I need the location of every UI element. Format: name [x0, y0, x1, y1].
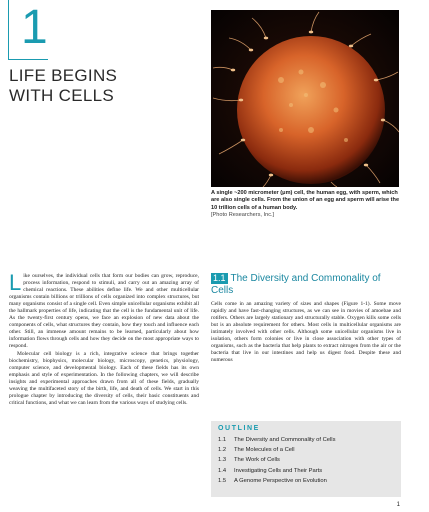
caption-text: A single ~200 micrometer (μm) cell, the human egg, with sperm, which are also single cells. From the union of an egg and sperm will arise the 10 trillion cells of a human body.	[211, 190, 400, 211]
caption-credit: [Photo Researchers, Inc.]	[211, 212, 275, 219]
drop-cap: L	[9, 270, 22, 295]
outline-item-number: 1.1	[218, 437, 227, 443]
outline-item-number: 1.5	[218, 477, 227, 484]
outline-title: OUTLINE	[218, 425, 260, 432]
chapter-outline-box	[211, 421, 401, 497]
outline-item-label: The Work of Cells	[234, 457, 280, 464]
outline-item	[218, 476, 394, 486]
chapter-title-line2: WITH CELLS	[9, 86, 115, 105]
outline-item-number: 1.2	[218, 447, 227, 454]
intro-paragraph-1-text: ike ourselves, the individual cells that form our bodies can grow, reproduce, process information, respond to stimuli, and carry out an amazing array of chemical reactions. These abilities define life. We and other multicellular organisms contain billions or trillions of cells organized into complex structures, but many organisms consist of a single cell. Even simple unicellular organisms exhibit all the hallmark properties of life, indicating that the cell is the fundamental unit of life. As the twenty-first century opens, we face an explosion of new data about the components of cells, what structures they contain, how they touch and influence each other. Still, an immense amount remains to be learned, particularly about how information flows through cells and how they decide on the most appropriate ways to respond.	[9, 273, 199, 350]
page-number: 1	[396, 502, 400, 508]
egg-cell-illustration	[211, 10, 399, 187]
outline-item-label: The Diversity and Commonality of Cells	[234, 437, 336, 443]
outline-item	[218, 435, 394, 445]
section-number-badge: 1.1	[213, 273, 226, 283]
outline-item	[218, 466, 394, 476]
outline-item-label: A Genome Perspective on Evolution	[234, 477, 327, 484]
outline-item-number: 1.3	[218, 457, 227, 464]
outline-item-label: Investigating Cells and Their Parts	[234, 467, 323, 474]
intro-paragraph-2: Molecular cell biology is a rich, integrative science that brings together biochemistry, biophysics, molecular biology, microscopy, genetics, physiology, computer science, and developmental biology. Each of these fields has its own emphasis and style of experimentation. In the following chapters, we will describe insights and experimental approaches drawn from all of these fields, gradually weaving the multifaceted story of the birth, life, and death of cells. We start in this prologue chapter by introducing the diversity of cells, their basic constituents and critical functions, and what we can learn from the various ways of studying cells.	[9, 350, 199, 406]
outline-item-number: 1.4	[218, 467, 227, 474]
intro-text	[9, 270, 199, 407]
egg-cell-photo	[211, 10, 399, 187]
outline-item-label: The Molecules of a Cell	[234, 447, 295, 454]
section-title: The Diversity and Commonality of Cells	[211, 273, 381, 296]
chapter-title	[9, 66, 159, 106]
intro-paragraph-1	[9, 270, 199, 351]
chapter-number: 1	[8, 0, 48, 60]
outline-item	[218, 455, 394, 465]
figure-caption	[211, 190, 401, 220]
outline-item	[218, 445, 394, 455]
section-heading	[211, 273, 401, 297]
section-body-text: Cells come in an amazing variety of sizes and shapes (Figure 1-1). Some move rapidly and have fast-changing structures, as we can see in movies of amoebae and rotifers. Others are largely stationary and structurally stable. Oxygen kills some cells but is an absolute requirement for others. Most cells in multicellular organisms are intimately involved with other cells. Although some unicellular organisms live in isolation, others form colonies or live in close association with other types of organisms, such as the bacteria that help plants to extract nitrogen from the air or the bacteria that live in our intestines and help us digest food. Despite these and numerous	[211, 301, 401, 364]
chapter-title-line1: LIFE BEGINS	[9, 66, 118, 85]
